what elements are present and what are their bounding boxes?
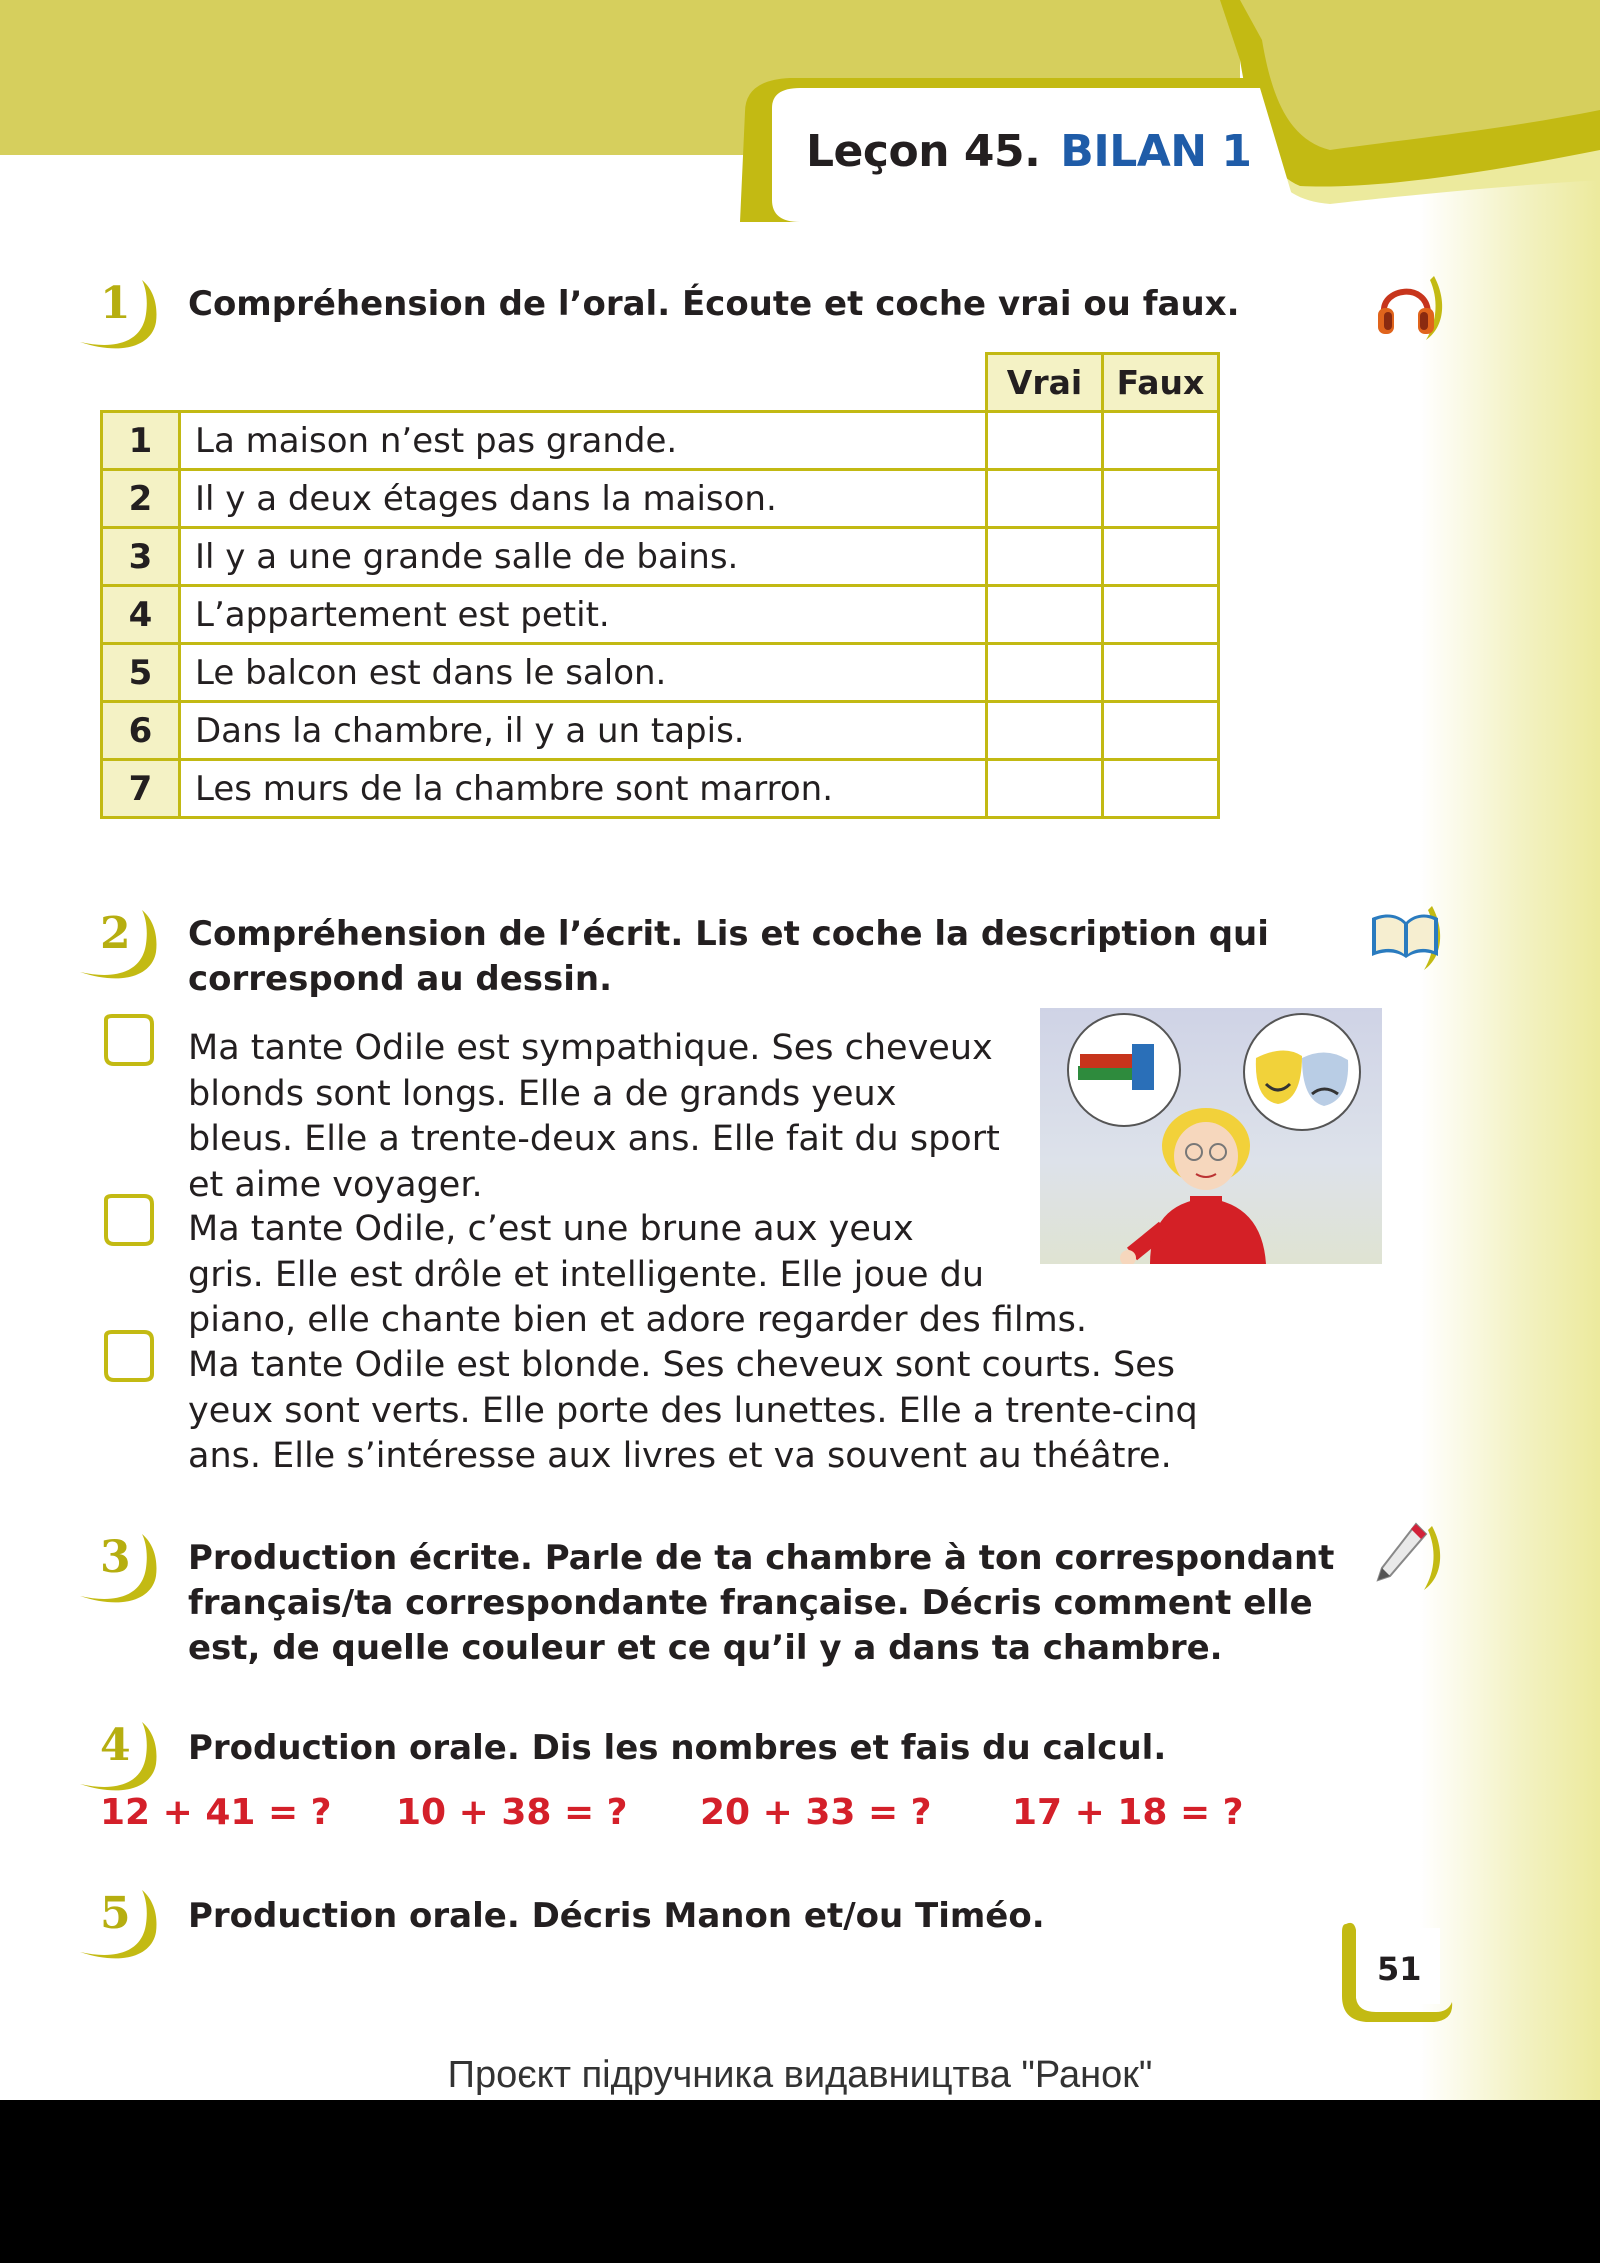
page-number: 51 [1377,1950,1422,1988]
table-row: 7 Les murs de la chambre sont marron. [102,760,1219,818]
exercise-2-number: 2 [76,906,148,980]
exercise-1-number: 1 [76,276,148,350]
true-false-table [100,352,1220,819]
vrai-checkbox-cell[interactable] [987,528,1103,586]
faux-checkbox-cell[interactable] [1103,470,1219,528]
vrai-checkbox-cell[interactable] [987,470,1103,528]
calculation-3: 20 + 33 = ? [700,1792,932,1833]
description-3-checkbox[interactable] [100,1328,156,1382]
vrai-checkbox-cell[interactable] [987,702,1103,760]
calculation-2: 10 + 38 = ? [396,1792,628,1833]
black-bottom-band [0,2100,1600,2263]
description-1-checkbox[interactable] [100,1012,156,1066]
vrai-checkbox-cell[interactable] [987,586,1103,644]
vrai-checkbox-cell[interactable] [987,760,1103,818]
publisher-footer: Проєкт підручника видавництва "Ранок" [447,2054,1153,2096]
bilan-title: BILAN 1 [1060,126,1252,177]
faux-checkbox-cell[interactable] [1103,702,1219,760]
faux-checkbox-cell[interactable] [1103,528,1219,586]
table-row: 3 Il y a une grande salle de bains. [102,528,1219,586]
exercise-4-title: Production orale. Dis les nombres et fais du calcul. [188,1728,1167,1768]
open-book-icon [1366,898,1446,978]
calculation-1: 12 + 41 = ? [100,1792,332,1833]
calculation-4: 17 + 18 = ? [1012,1792,1244,1833]
exercise-3-number: 3 [76,1530,148,1604]
description-2: Ma tante Odile, c’est une brune aux yeux gris. Elle est drôle et intelligente. Elle joue du piano, elle chante bien et adore regarder des films. [188,1209,1088,1340]
headphones-icon [1368,268,1448,348]
description-3: Ma tante Odile est blonde. Ses cheveux sont courts. Ses yeux sont verts. Elle porte des lunettes. Elle a trente-cinq ans. Elle s’intéresse aux livres et va souvent au théâtre. [188,1345,1198,1476]
exercise-2-title: Compréhension de l’écrit. Lis et coche la description qui correspond au dessin. [188,914,1269,999]
header-decoration [0,0,1600,260]
exercise-5-number: 5 [76,1886,148,1960]
table-row: 4 L’appartement est petit. [102,586,1219,644]
table-row: 6 Dans la chambre, il y a un tapis. [102,702,1219,760]
vrai-checkbox-cell[interactable] [987,412,1103,470]
table-row: 2 Il y a deux étages dans la maison. [102,470,1219,528]
faux-checkbox-cell[interactable] [1103,760,1219,818]
faux-checkbox-cell[interactable] [1103,586,1219,644]
exercise-3-title: Production écrite. Parle de ta chambre à ton correspondant français/ta correspondante française. Décris comment elle est, de quelle couleur et ce qu’il y a dans ta chambre. [188,1538,1335,1668]
description-2-checkbox[interactable] [100,1192,156,1246]
exercise-4-number: 4 [76,1718,148,1792]
vrai-checkbox-cell[interactable] [987,644,1103,702]
lesson-title [806,126,1252,177]
exercise-5-title: Production orale. Décris Manon et/ou Timéo. [188,1896,1045,1936]
faux-checkbox-cell[interactable] [1103,644,1219,702]
exercise-1-title: Compréhension de l’oral. Écoute et coche vrai ou faux. [188,284,1240,324]
faux-checkbox-cell[interactable] [1103,412,1219,470]
table-row: 5 Le balcon est dans le salon. [102,644,1219,702]
aunt-odile-illustration [1040,1008,1382,1264]
pencil-icon [1366,1518,1446,1598]
description-1: Ma tante Odile est sympathique. Ses cheveux blonds sont longs. Elle a de grands yeux bleus. Elle a trente-deux ans. Elle fait du sport et aime voyager. [188,1028,1000,1205]
table-row: 1 La maison n’est pas grande. [102,412,1219,470]
column-faux: Faux [1103,354,1219,412]
lesson-number: Leçon 45. [806,126,1041,177]
column-vrai: Vrai [987,354,1103,412]
